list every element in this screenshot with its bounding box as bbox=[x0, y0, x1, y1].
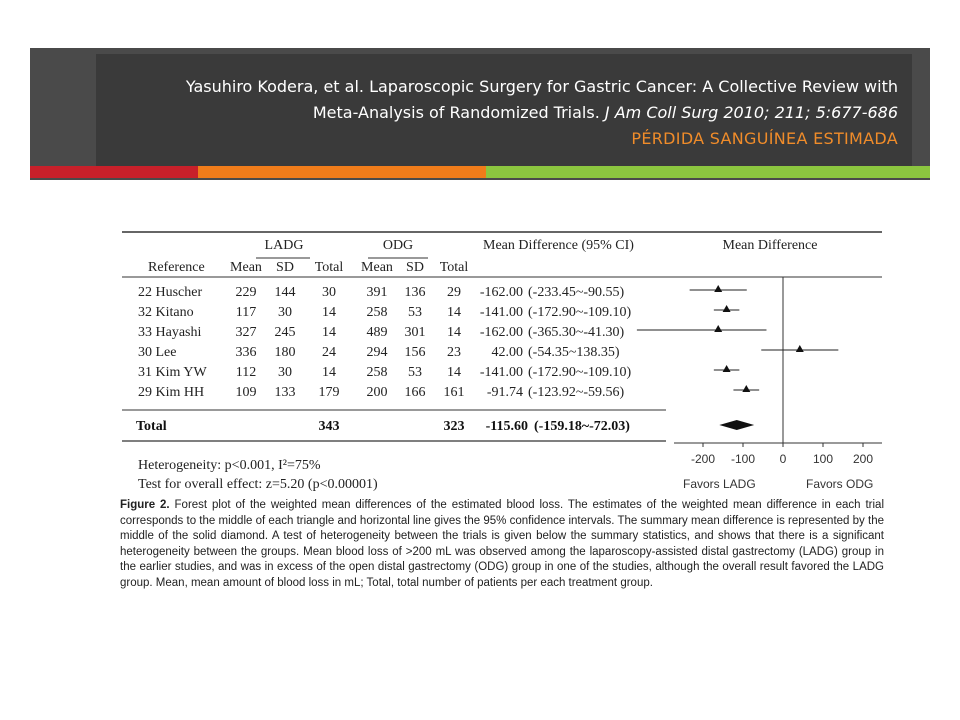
table-row bbox=[138, 305, 632, 320]
point-estimate bbox=[723, 305, 731, 312]
cell-ladg-mean: 229 bbox=[235, 285, 257, 300]
table-row bbox=[138, 365, 632, 380]
forest-plot-svg bbox=[118, 225, 888, 495]
cell-ci: (-365.30~-41.30) bbox=[528, 325, 625, 340]
table-row bbox=[138, 345, 620, 360]
cell-odg-mean: 258 bbox=[366, 365, 388, 380]
table-row bbox=[138, 285, 625, 300]
cell-reference: 33 Hayashi bbox=[138, 325, 202, 340]
table-row bbox=[138, 385, 625, 400]
cell-ladg-mean: 109 bbox=[235, 385, 257, 400]
accent-segment-red bbox=[30, 166, 198, 178]
cell-md: -91.74 bbox=[486, 385, 523, 400]
cell-ladg-mean: 327 bbox=[235, 325, 257, 340]
overall-effect-text: Test for overall effect: z=5.20 (p<0.00001) bbox=[138, 477, 378, 492]
cell-ladg-mean: 117 bbox=[235, 305, 257, 320]
col-ladg-mean: Mean bbox=[230, 260, 262, 275]
cell-ladg-sd: 245 bbox=[274, 325, 296, 340]
caption-label: Figure 2. bbox=[120, 499, 170, 511]
cell-ladg-sd: 180 bbox=[274, 345, 296, 360]
cell-ci: (-54.35~138.35) bbox=[528, 345, 620, 360]
cell-total-odg: 323 bbox=[443, 419, 465, 434]
cell-ladg-total: 14 bbox=[322, 365, 336, 380]
cell-ladg-total: 14 bbox=[322, 325, 336, 340]
cell-total-md: -115.60 bbox=[485, 419, 528, 434]
point-estimate bbox=[796, 345, 804, 352]
group-header-odg: ODG bbox=[382, 238, 414, 253]
cell-md: -141.00 bbox=[479, 365, 523, 380]
figure-caption bbox=[120, 498, 884, 591]
cell-ladg-sd: 144 bbox=[274, 285, 296, 300]
cell-md: 42.00 bbox=[491, 345, 523, 360]
cell-odg-sd: 156 bbox=[404, 345, 426, 360]
cell-total-label: Total bbox=[136, 419, 167, 434]
cell-odg-mean: 200 bbox=[366, 385, 388, 400]
cell-odg-sd: 53 bbox=[408, 365, 422, 380]
citation-line-2 bbox=[110, 100, 898, 126]
cell-reference: 31 Kim YW bbox=[138, 365, 207, 380]
col-odg-total: Total bbox=[439, 260, 469, 275]
cell-odg-total: 14 bbox=[447, 365, 461, 380]
cell-ladg-total: 179 bbox=[318, 385, 340, 400]
col-odg-sd: SD bbox=[406, 260, 424, 275]
cell-odg-mean: 258 bbox=[366, 305, 388, 320]
slide-subtitle: PÉRDIDA SANGUÍNEA ESTIMADA bbox=[631, 129, 898, 148]
x-tick-label: -200 bbox=[690, 452, 716, 466]
table-row bbox=[138, 325, 625, 340]
cell-ladg-sd: 30 bbox=[278, 305, 292, 320]
col-reference: Reference bbox=[148, 260, 205, 275]
cell-odg-mean: 489 bbox=[366, 325, 388, 340]
summary-diamond bbox=[719, 420, 754, 430]
plot-header: Mean Difference bbox=[722, 238, 818, 253]
cell-odg-total: 161 bbox=[443, 385, 465, 400]
cell-odg-total: 29 bbox=[447, 285, 461, 300]
accent-segment-green bbox=[486, 166, 930, 178]
forest-marks bbox=[637, 285, 838, 430]
cell-total-ci: (-159.18~-72.03) bbox=[534, 419, 630, 434]
x-tick-label: 200 bbox=[852, 452, 874, 466]
x-tick-label: -100 bbox=[730, 452, 756, 466]
cell-ci: (-172.90~-109.10) bbox=[528, 365, 632, 380]
cell-odg-sd: 301 bbox=[404, 325, 426, 340]
point-estimate bbox=[714, 325, 722, 332]
cell-ladg-total: 24 bbox=[322, 345, 336, 360]
cell-ladg-sd: 30 bbox=[278, 365, 292, 380]
cell-reference: 32 Kitano bbox=[138, 305, 194, 320]
cell-reference: 29 Kim HH bbox=[138, 385, 205, 400]
cell-odg-sd: 166 bbox=[404, 385, 426, 400]
cell-reference: 30 Lee bbox=[138, 345, 177, 360]
x-tick-label: 100 bbox=[812, 452, 834, 466]
cell-odg-mean: 294 bbox=[366, 345, 388, 360]
cell-reference: 22 Huscher bbox=[138, 285, 203, 300]
cell-ladg-total: 14 bbox=[322, 305, 336, 320]
cell-ci: (-233.45~-90.55) bbox=[528, 285, 625, 300]
favors-ladg-label: Favors LADG bbox=[683, 477, 756, 491]
x-axis-ticks bbox=[691, 443, 873, 466]
cell-ci: (-123.92~-59.56) bbox=[528, 385, 625, 400]
cell-odg-sd: 136 bbox=[404, 285, 426, 300]
group-header-ladg: LADG bbox=[264, 238, 304, 253]
cell-md: -141.00 bbox=[479, 305, 523, 320]
cell-odg-total: 14 bbox=[447, 325, 461, 340]
col-ladg-total: Total bbox=[314, 260, 344, 275]
cell-ladg-mean: 336 bbox=[235, 345, 257, 360]
cell-odg-sd: 53 bbox=[408, 305, 422, 320]
citation-line-1: Yasuhiro Kodera, et al. Laparoscopic Surgery for Gastric Cancer: A Collective Review with bbox=[185, 77, 898, 96]
cell-odg-total: 14 bbox=[447, 305, 461, 320]
point-estimate bbox=[723, 365, 731, 372]
group-header-md-ci: Mean Difference (95% CI) bbox=[483, 238, 634, 253]
cell-ladg-total: 30 bbox=[322, 285, 336, 300]
cell-ladg-sd: 133 bbox=[274, 385, 296, 400]
col-odg-mean: Mean bbox=[361, 260, 393, 275]
accent-bar bbox=[30, 166, 930, 178]
accent-segment-orange bbox=[198, 166, 486, 178]
title-box bbox=[96, 54, 912, 166]
col-ladg-sd: SD bbox=[276, 260, 294, 275]
point-estimate bbox=[714, 285, 722, 292]
table-row-total bbox=[136, 419, 630, 434]
citation-authors-title: Meta-Analysis of Randomized Trials. bbox=[312, 103, 605, 122]
cell-md: -162.00 bbox=[479, 325, 523, 340]
citation-journal: J Am Coll Surg 2010; 211; 5:677-686 bbox=[604, 103, 898, 122]
favors-odg-label: Favors ODG bbox=[806, 477, 874, 491]
cell-ladg-mean: 112 bbox=[235, 365, 257, 380]
cell-total-ladg: 343 bbox=[318, 419, 340, 434]
caption-text: Forest plot of the weighted mean differences of the estimated blood loss. The estimates of the weighted mean difference in each trial corresponds to the middle of each triangle and horizontal line gives the 95% confidence intervals. The summary mean difference is represented by the middle of the solid diamond. A test of heterogeneity between the trials is given below the summary statistics, and shows that there is a significant heterogeneity between the groups. Mean blood loss of >200 mL was observed among the laparoscopy-assisted distal gastrectomy (LADG) group in the earlier studies, and was in excess of the open distal gastrectomy (ODG) group in one of the studies, although the overall result favored the LADG group. Mean, mean amount of blood loss in mL; Total, total number of patients per each treatment group. bbox=[120, 499, 884, 589]
cell-odg-total: 23 bbox=[447, 345, 461, 360]
heterogeneity-text: Heterogeneity: p<0.001, I²=75% bbox=[138, 458, 321, 473]
cell-md: -162.00 bbox=[479, 285, 523, 300]
x-tick-label: 0 bbox=[779, 452, 787, 466]
cell-ci: (-172.90~-109.10) bbox=[528, 305, 632, 320]
point-estimate bbox=[742, 385, 750, 392]
cell-odg-mean: 391 bbox=[366, 285, 388, 300]
